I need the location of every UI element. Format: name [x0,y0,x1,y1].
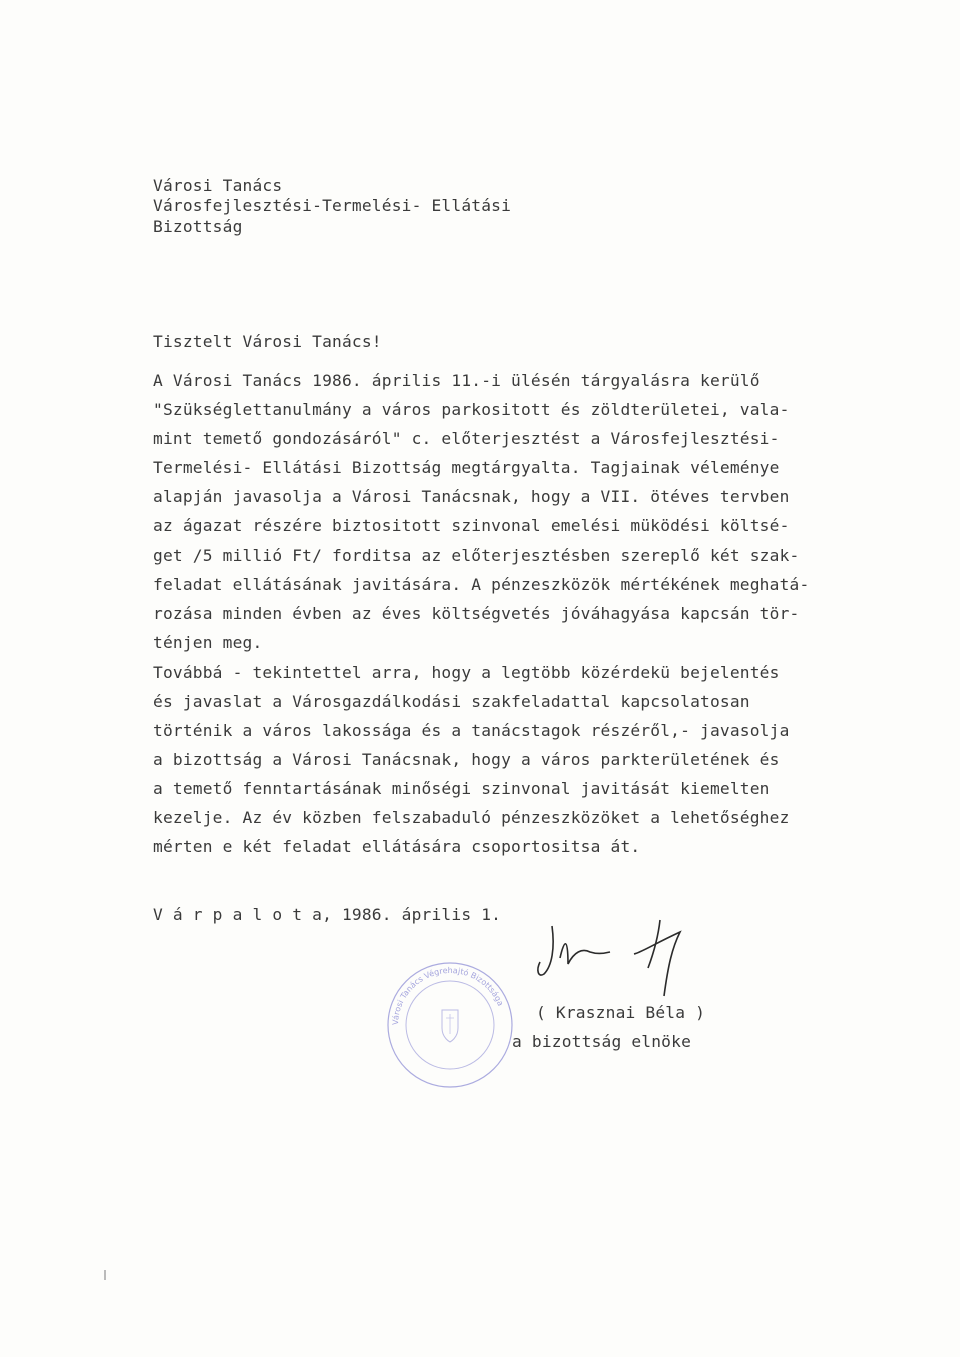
body-line: a bizottság a Városi Tanácsnak, hogy a város parkterületének és [153,750,780,769]
body-line: Továbbá - tekintettel arra, hogy a legtöbb közérdekü bejelentés [153,663,780,682]
margin-mark [104,1270,106,1280]
body-line: ténjen meg. [153,633,263,652]
body-line: rozása minden évben az éves költségvetés jóváhagyása kapcsán tör- [153,604,800,623]
body-line: Termelési- Ellátási Bizottság megtárgyalta. Tagjainak véleménye [153,458,780,477]
header-line-2: Városfejlesztési-Termelési- Ellátási [153,196,512,215]
header-line-3: Bizottság [153,217,243,236]
body-line: történik a város lakossága és a tanácstagok részéről,- javasolja [153,721,790,740]
handwritten-signature [530,918,710,998]
body-line: kezelje. Az év közben felszabaduló pénzeszközöket a lehetőséghez [153,808,790,827]
body-line: és javaslat a Városgazdálkodási szakfeladattal kapcsolatosan [153,692,750,711]
header-line-1: Városi Tanács [153,176,283,195]
body-line: "Szükséglettanulmány a város parkositott és zöldterületei, vala- [153,400,790,419]
body-line: mérten e két feladat ellátására csoportositsa át. [153,837,641,856]
body-line: az ágazat részére biztositott szinvonal emelési müködési költsé- [153,516,790,535]
body-line: feladat ellátásának javitására. A pénzeszközök mértékének meghatá- [153,575,810,594]
body-line: a temető fenntartásának minőségi szinvonal javitását kiemelten [153,779,770,798]
signatory-name: ( Krasznai Béla ) [536,1003,706,1022]
salutation: Tisztelt Városi Tanács! [153,332,382,351]
body-line: get /5 millió Ft/ forditsa az előterjesztésben szereplő két szak- [153,546,800,565]
body-line: mint temető gondozásáról" c. előterjesztést a Városfejlesztési- [153,429,780,448]
body-line: alapján javasolja a Városi Tanácsnak, hogy a VII. ötéves tervben [153,487,790,506]
svg-text:Városi Tanács Végrehajtó Bizot [391,966,505,1025]
stamp-text: Városi Tanács Végrehajtó Bizottsága [390,965,506,1026]
signatory-title: a bizottság elnöke [512,1032,692,1051]
official-stamp [380,958,520,1092]
date-line: V á r p a l o t a, 1986. április 1. [153,905,502,924]
body-line: A Városi Tanács 1986. április 11.-i ülésén tárgyalásra kerülő [153,371,760,390]
